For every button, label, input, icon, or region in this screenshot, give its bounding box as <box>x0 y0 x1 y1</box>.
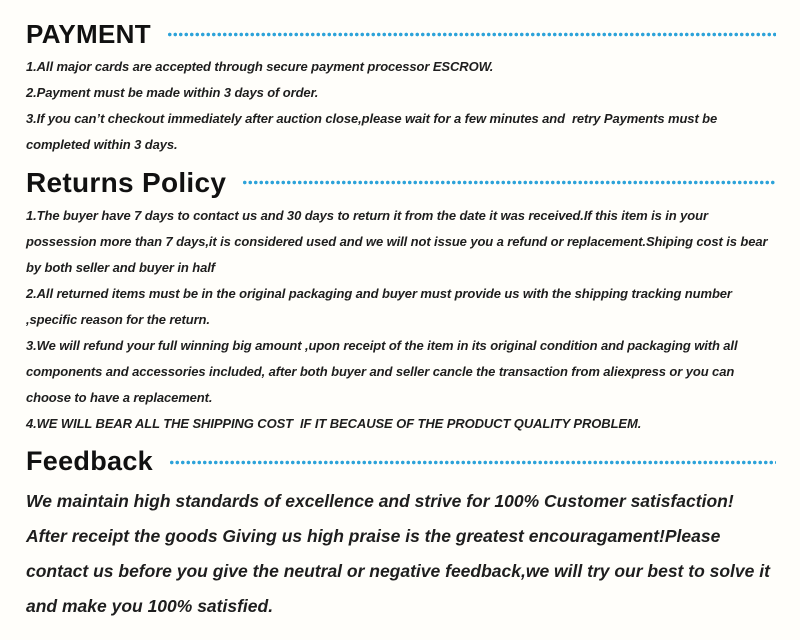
feedback-heading-row <box>26 447 776 477</box>
returns-heading-row <box>26 168 776 199</box>
policy-paragraph: 2.All returned items must be in the original packaging and buyer must provide us with the shipping tracking number ,specific reason for the return. <box>26 286 736 328</box>
section-returns-policy <box>26 168 776 438</box>
payment-heading-row <box>26 20 776 49</box>
section-payment <box>26 20 776 158</box>
dotted-divider <box>242 179 776 186</box>
section-feedback <box>26 447 776 624</box>
feedback-title: Feedback <box>26 446 153 477</box>
policy-paragraph: 1.The buyer have 7 days to contact us and 30 days to return it from the date it was received.If this item is in your possession more than 7 days,it is considered used and we will not issue you a refund or replacement.Shiping cost is bear by both seller and buyer in half <box>26 208 771 276</box>
returns-body <box>26 203 776 437</box>
payment-body <box>26 54 776 158</box>
feedback-body <box>26 484 776 624</box>
policy-paragraph: 2.Payment must be made within 3 days of order. <box>26 84 319 100</box>
policy-paragraph: We maintain high standards of excellence and strive for 100% Customer satisfaction! After receipt the goods Giving us high praise is the greatest encouragament!Please contact us before you give the neutral or negative feedback,we will try our best to solve it and make you 100% satisfied. <box>26 491 775 617</box>
policy-paragraph: 3.If you can’t checkout immediately after auction close,please wait for a few minutes and retry Payments must be completed within 3 days. <box>26 110 721 152</box>
policy-paragraph: 3.We will refund your full winning big amount ,upon receipt of the item in its original condition and packaging with all components and accessories included, after both buyer and seller cancle the transaction from aliexpress or you can choose to have a replacement. <box>26 338 741 406</box>
policy-paragraph: 1.All major cards are accepted through secure payment processor ESCROW. <box>26 58 494 74</box>
returns-policy-title: Returns Policy <box>26 166 227 198</box>
policy-paragraph: 4.WE WILL BEAR ALL THE SHIPPING COST IF IT BECAUSE OF THE PRODUCT QUALITY PROBLEM. <box>26 416 642 432</box>
payment-title: PAYMENT <box>26 19 151 49</box>
dotted-divider <box>169 459 776 466</box>
dotted-divider <box>167 31 776 38</box>
